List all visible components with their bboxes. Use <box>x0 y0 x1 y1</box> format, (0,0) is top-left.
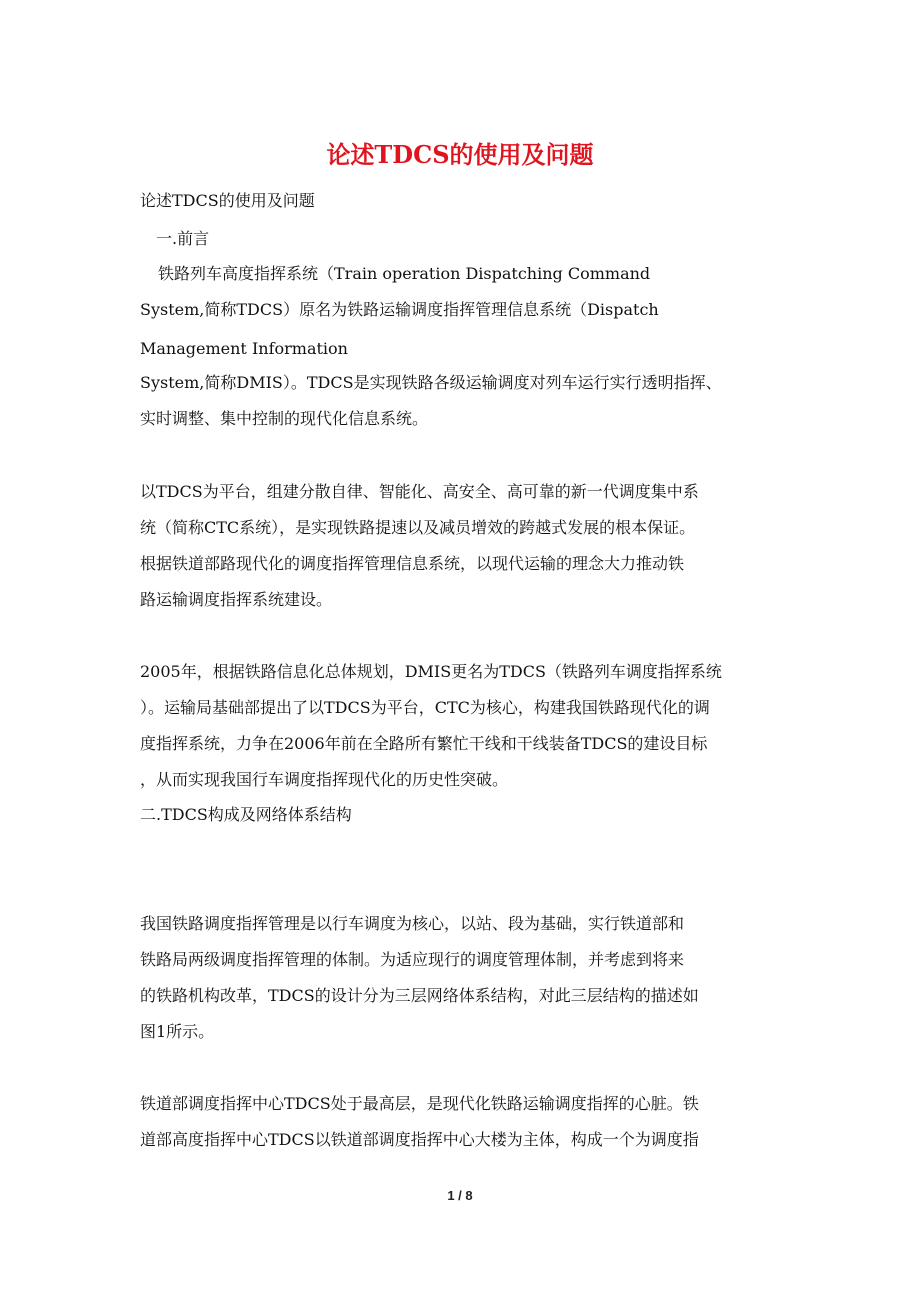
text-line: 我国铁路调度指挥管理是以行车调度为核心，以站、段为基础，实行铁道部和 <box>140 914 685 933</box>
text-line: 2005年，根据铁路信息化总体规划，DMIS更名为TDCS（铁路列车调度指挥系统 <box>140 662 722 681</box>
text-line: 实时调整、集中控制的现代化信息系统。 <box>140 409 429 428</box>
section-heading: 一.前言 <box>156 229 210 248</box>
text-line: 铁路局两级调度指挥管理的体制。为适应现行的调度管理体制，并考虑到将来 <box>140 950 685 969</box>
document-title: 论述TDCS的使用及问题 <box>326 140 594 169</box>
text-line: 度指挥系统，力争在2006年前在全路所有繁忙干线和干线装备TDCS的建设目标 <box>140 734 708 753</box>
text-line: ）。运输局基础部提出了以TDCS为平台，CTC为核心，构建我国铁路现代化的调 <box>140 698 710 717</box>
text-line: 根据铁道部路现代化的调度指挥管理信息系统，以现代运输的理念大力推动铁 <box>140 554 685 573</box>
text-line: ，从而实现我国行车调度指挥现代化的历史性突破。 <box>140 770 509 789</box>
text-line: 论述TDCS的使用及问题 <box>140 191 315 210</box>
text-line: 路运输调度指挥系统建设。 <box>140 590 333 609</box>
text-line: 图1所示。 <box>140 1022 215 1041</box>
page-indicator: 1 / 8 <box>447 1188 473 1203</box>
text-line: 铁路列车高度指挥系统（Train operation Dispatching Command <box>158 264 651 283</box>
text-line: 铁道部调度指挥中心TDCS处于最高层，是现代化铁路运输调度指挥的心脏。铁 <box>140 1094 699 1113</box>
section-heading: 二.TDCS构成及网络体系结构 <box>140 805 352 824</box>
text-line: 的铁路机构改革，TDCS的设计分为三层网络体系结构，对此三层结构的描述如 <box>140 986 699 1005</box>
text-line: 道部高度指挥中心TDCS以铁道部调度指挥中心大楼为主体，构成一个为调度指 <box>140 1130 699 1149</box>
text-line: Management Information <box>140 339 348 358</box>
text-line: 统（简称CTC系统），是实现铁路提速以及减员增效的跨越式发展的根本保证。 <box>140 518 696 537</box>
text-line: System,简称TDCS）原名为铁路运输调度指挥管理信息系统（Dispatch <box>140 300 659 319</box>
text-line: System,简称DMIS）。TDCS是实现铁路各级运输调度对列车运行实行透明指挥、 <box>140 373 722 392</box>
text-line: 以TDCS为平台，组建分散自律、智能化、高安全、高可靠的新一代调度集中系 <box>140 482 699 501</box>
